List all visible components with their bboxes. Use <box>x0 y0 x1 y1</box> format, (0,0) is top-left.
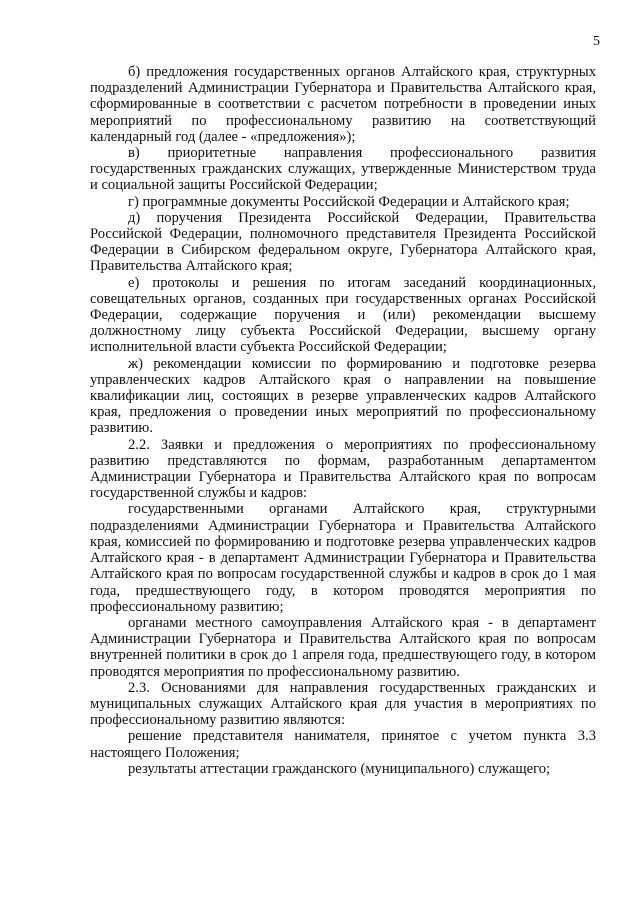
paragraph-state-bodies: государственными органами Алтайского края, структурными подразделениями Администрации Губернатора и Правительства Алтайского края, комиссией по формированию и подготовке резерва управленческих кадров Алтайского края - в департамент Администрации Губернатора и Правительства Алтайского края по вопросам государственной службы и кадров в срок до 1 мая года, предшествующего году, в котором проводятся мероприятия по профессиональному развитию; <box>90 501 596 615</box>
paragraph-zh-recommendations: ж) рекомендации комиссии по формированию и подготовке резерва управленческих кадров Алтайского края о направлении на повышение квалификации лиц, состоящих в резерве управленческих кадров Алтайского края, предложения о проведении иных мероприятий по профессиональному развитию. <box>90 355 596 437</box>
page-number: 5 <box>593 34 600 49</box>
paragraph-2-2-applications: 2.2. Заявки и предложения о мероприятиях по профессиональному развитию представляются по формам, разработанным департаментом Администрации Губернатора и Правительства Алтайского края по вопросам государственной службы и кадров: <box>90 436 596 502</box>
paragraph-2-3-grounds: 2.3. Основаниями для направления государственных гражданских и муниципальных служащих Алтайского края для участия в мероприятиях по профессиональному развитию являются: <box>90 679 596 729</box>
paragraph-d-instructions: д) поручения Президента Российской Федерации, Правительства Российской Федерации, полномочного представителя Президента Российской Федерации в Сибирском федеральном округе, Губернатора Алтайского края, Правительства Алтайского края; <box>90 209 596 275</box>
paragraph-v-priority-directions: в) приоритетные направления профессионального развития государственных гражданских служащих, утвержденные Министерством труда и социальной защиты Российской Федерации; <box>90 145 596 194</box>
paragraph-local-government: органами местного самоуправления Алтайского края - в департамент Администрации Губернатора и Правительства Алтайского края по вопросам внутренней политики в срок до 1 апреля года, предшествующего году, в котором проводятся мероприятия по профессиональному развитию. <box>90 614 596 680</box>
paragraph-e-protocols: е) протоколы и решения по итогам заседаний координационных, совещательных органов, созданных при государственных органах Российской Федерации, содержащие поручения и (или) рекомендации высшему должностному лицу субъекта Российской Федерации, высшему органу исполнительной власти субъекта Российской Федерации; <box>90 274 596 356</box>
paragraph-attestation-results: результаты аттестации гражданского (муниципального) служащего; <box>128 760 551 777</box>
paragraph-employer-decision: решение представителя нанимателя, принятое с учетом пункта 3.3 настоящего Положения; <box>90 728 596 761</box>
paragraph-b-proposals: б) предложения государственных органов Алтайского края, структурных подразделений Администрации Губернатора и Правительства Алтайского края, сформированные в соответствии с расчетом потребности в проведении иных мероприятий по профессиональному развитию на соответствующий календарный год (далее - «предложения»); <box>90 64 596 145</box>
document-body <box>90 64 596 777</box>
paragraph-g-program-documents: г) программные документы Российской Федерации и Алтайского края; <box>128 193 570 210</box>
